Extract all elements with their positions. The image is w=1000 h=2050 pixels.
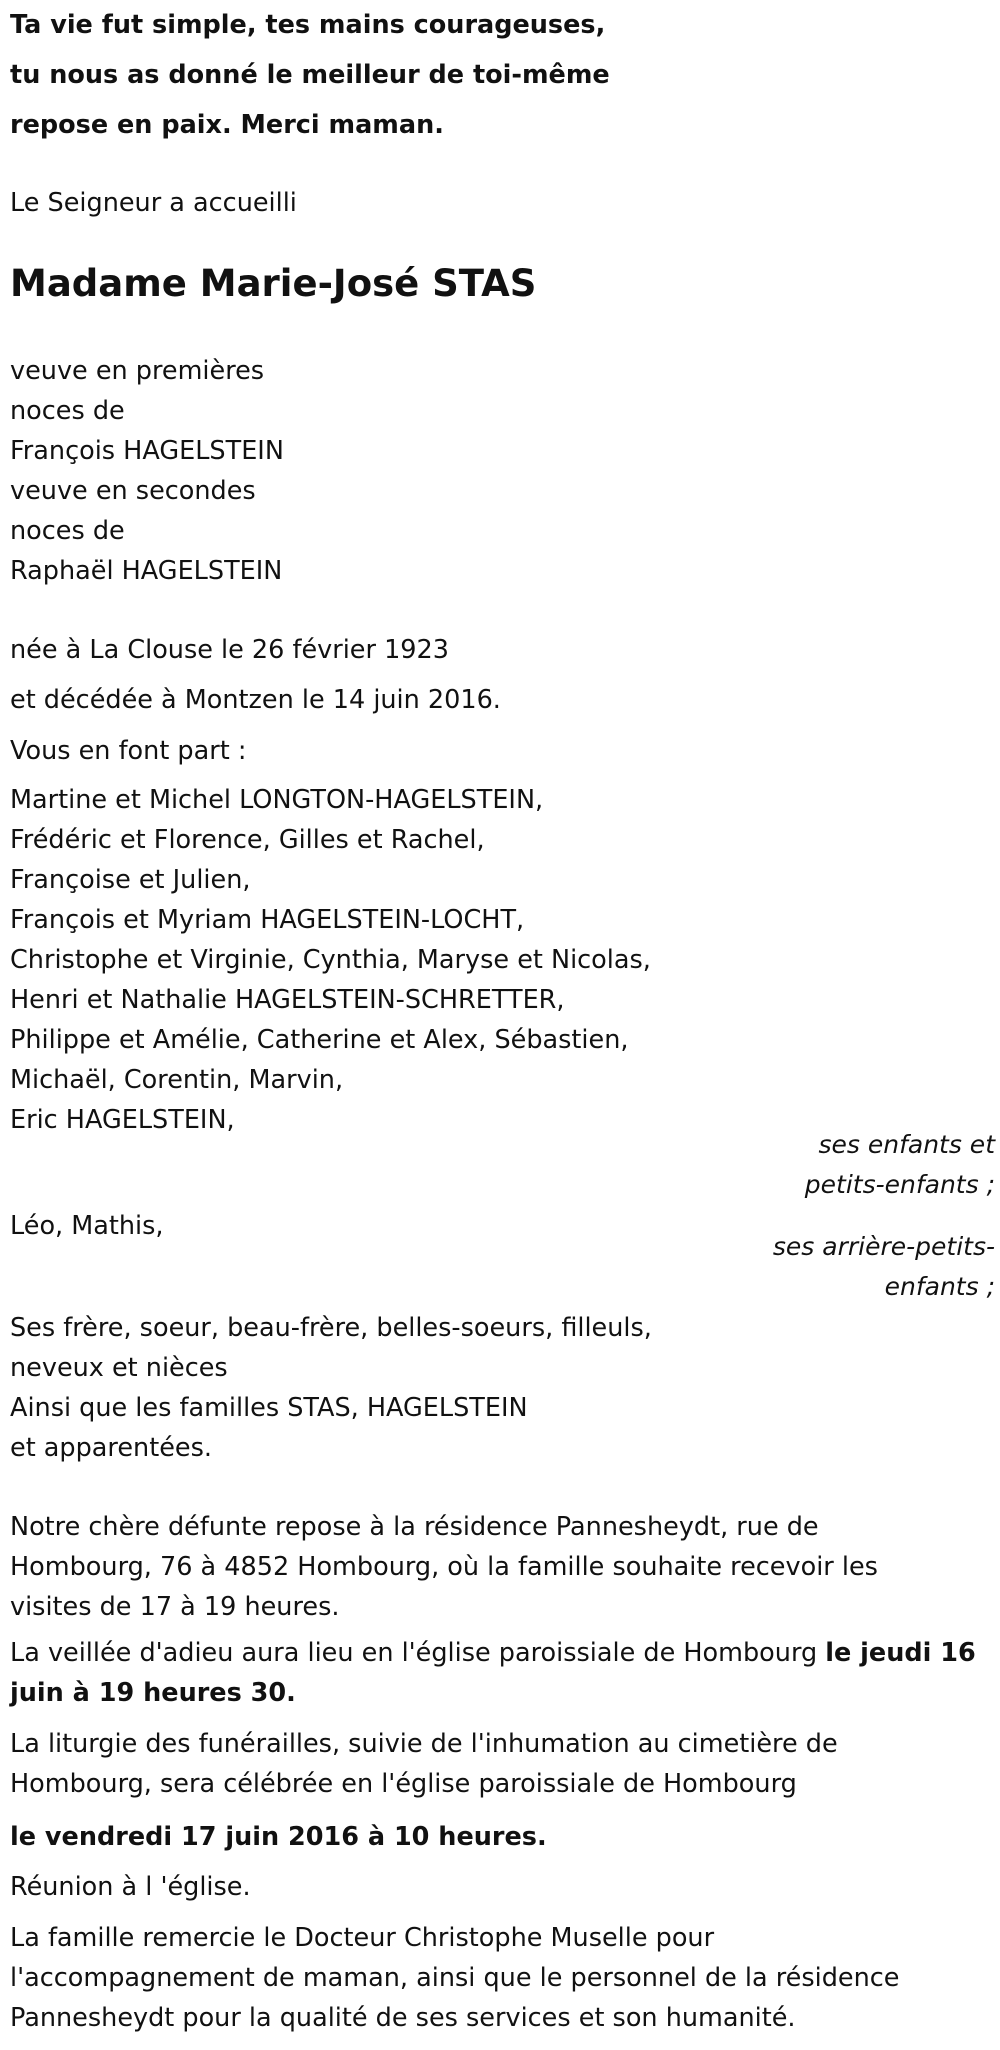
children-line: Michaël, Corentin, Marvin,	[10, 1065, 344, 1095]
children-line: Henri et Nathalie HAGELSTEIN-SCHRETTER,	[10, 985, 565, 1015]
children-line: François et Myriam HAGELSTEIN-LOCHT,	[10, 905, 525, 935]
deceased-name: Madame Marie-José STAS	[10, 262, 537, 305]
children-line: Philippe et Amélie, Catherine et Alex, Sébastien,	[10, 1025, 629, 1055]
great-role-line: ses arrière-petits-	[772, 1232, 995, 1261]
rest-line: Notre chère défunte repose à la résidence Pannesheydt, rue de	[10, 1512, 819, 1542]
widow-line: Raphaël HAGELSTEIN	[10, 556, 283, 586]
family-block	[10, 1308, 652, 1468]
children-line: Frédéric et Florence, Gilles et Rachel,	[10, 825, 485, 855]
family-line: et apparentées.	[10, 1433, 212, 1463]
vigil-text: La veillée d'adieu aura lieu en l'église paroissiale de Hombourg	[10, 1638, 826, 1668]
birth-info: née à La Clouse le 26 février 1923	[10, 635, 449, 665]
meeting-text: Réunion à l 'église.	[10, 1872, 251, 1902]
widow-line: veuve en premières	[10, 356, 265, 386]
vigil-paragraph	[10, 1633, 976, 1713]
announce-text: Vous en font part :	[10, 736, 247, 766]
children-line: Martine et Michel LONGTON-HAGELSTEIN,	[10, 785, 544, 815]
family-line: Ainsi que les familles STAS, HAGELSTEIN	[10, 1393, 528, 1423]
widow-line: François HAGELSTEIN	[10, 436, 284, 466]
thanks-line: Pannesheydt pour la qualité de ses services et son humanité.	[10, 2003, 796, 2033]
family-line: Ses frère, soeur, beau-frère, belles-soeurs, filleuls,	[10, 1313, 652, 1343]
thanks-paragraph	[10, 1918, 899, 2038]
widow-line: noces de	[10, 516, 125, 546]
widow-line: noces de	[10, 396, 125, 426]
rest-line: Hombourg, 76 à 4852 Hombourg, où la famille souhaite recevoir les	[10, 1552, 878, 1582]
children-role-line: ses enfants et	[818, 1130, 995, 1159]
liturgy-line: La liturgie des funérailles, suivie de l'inhumation au cimetière de	[10, 1729, 838, 1759]
poem-line: Ta vie fut simple, tes mains courageuses,	[10, 10, 606, 40]
thanks-line: La famille remercie le Docteur Christophe Muselle pour	[10, 1923, 715, 1953]
great-grandchildren: Léo, Mathis,	[10, 1211, 164, 1241]
children-line: Françoise et Julien,	[10, 865, 251, 895]
children-line: Eric HAGELSTEIN,	[10, 1105, 235, 1135]
vigil-date: le jeudi 16	[825, 1638, 976, 1668]
funeral-date: le vendredi 17 juin 2016 à 10 heures.	[10, 1822, 547, 1852]
poem-line: repose en paix. Merci maman.	[10, 110, 444, 140]
children-block	[10, 780, 651, 1140]
intro-text: Le Seigneur a accueilli	[10, 188, 297, 218]
poem-line: tu nous as donné le meilleur de toi-même	[10, 60, 610, 90]
children-role	[595, 1125, 995, 1205]
widow-block	[10, 351, 284, 591]
liturgy-paragraph	[10, 1724, 838, 1804]
great-role-line: enfants ;	[884, 1272, 995, 1301]
poem	[10, 0, 610, 150]
children-role-line: petits-enfants ;	[804, 1170, 995, 1199]
liturgy-line: Hombourg, sera célébrée en l'église paroissiale de Hombourg	[10, 1769, 797, 1799]
vigil-time: juin à 19 heures 30.	[10, 1678, 296, 1708]
thanks-line: l'accompagnement de maman, ainsi que le personnel de la résidence	[10, 1963, 900, 1993]
great-grandchildren-role	[595, 1227, 995, 1307]
vigil-line	[10, 1633, 976, 1673]
children-line: Christophe et Virginie, Cynthia, Maryse et Nicolas,	[10, 945, 651, 975]
rest-line: visites de 17 à 19 heures.	[10, 1592, 340, 1622]
family-line: neveux et nièces	[10, 1353, 228, 1383]
rest-paragraph	[10, 1507, 878, 1627]
widow-line: veuve en secondes	[10, 476, 256, 506]
death-info: et décédée à Montzen le 14 juin 2016.	[10, 685, 501, 715]
